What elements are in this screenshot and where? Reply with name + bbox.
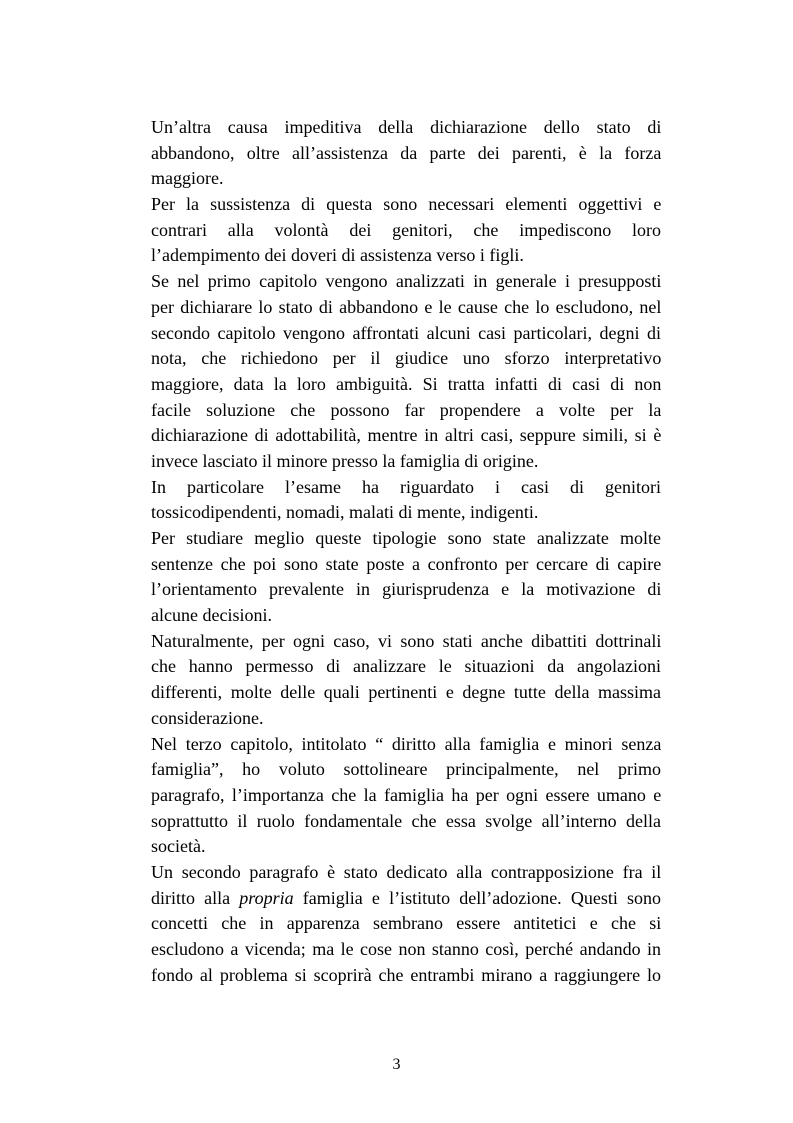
text-line: Per studiare meglio queste tipologie sono state analizzate molte bbox=[151, 528, 661, 548]
text-line: soprattutto il ruolo fondamentale che essa svolge all’interno della bbox=[151, 810, 661, 831]
text-line: sentenze che poi sono state poste a confronto per cercare di capire bbox=[151, 553, 662, 574]
text-line-with-emphasis bbox=[151, 886, 661, 912]
text-line: abbandono, oltre all’assistenza da parte dei parenti, è la forza bbox=[151, 142, 662, 163]
text-line: In particolare l’esame ha riguardato i casi di genitori bbox=[151, 476, 661, 497]
text-line: famiglia”, ho voluto sottolineare principalmente, nel primo bbox=[151, 759, 661, 780]
text-line: Se nel primo capitolo vengono analizzati in generale i presupposti bbox=[151, 271, 662, 292]
text-line: Per la sussistenza di questa sono necessari elementi oggettivi e bbox=[151, 194, 662, 215]
page-number: 3 bbox=[392, 1056, 401, 1073]
text-line: concetti che in apparenza sembrano essere antitetici e che si bbox=[151, 913, 662, 934]
text-line: società. bbox=[151, 836, 206, 857]
text-line: tossicodipendenti, nomadi, malati di mente, indigenti. bbox=[151, 502, 539, 523]
text-line: alcune decisioni. bbox=[151, 605, 272, 626]
text-segment: famiglia e l’istituto dell’adozione. Questi sono bbox=[293, 887, 661, 908]
text-line: l’adempimento dei doveri di assistenza verso i figli. bbox=[151, 245, 524, 266]
text-line: maggiore, data la loro ambiguità. Si tratta infatti di casi di non bbox=[151, 373, 662, 394]
text-line: secondo capitolo vengono affrontati alcuni casi particolari, degni di bbox=[151, 322, 662, 343]
text-line: contrari alla volontà dei genitori, che impediscono loro bbox=[151, 219, 661, 240]
text-line: differenti, molte delle quali pertinenti e degne tutte della massima bbox=[151, 682, 661, 703]
text-line: Un’altra causa impeditiva della dichiarazione dello stato di bbox=[151, 117, 662, 137]
emphasis-word: propria bbox=[239, 887, 294, 908]
text-line: invece lasciato il minore presso la famiglia di origine. bbox=[151, 450, 539, 471]
text-line: che hanno permesso di analizzare le situazioni da angolazioni bbox=[151, 656, 661, 677]
text-line: escludono a vicenda; ma le cose non stanno così, perché andando in bbox=[151, 939, 661, 959]
text-line: fondo al problema si scoprirà che entrambi mirano a raggiungere lo bbox=[151, 964, 661, 985]
text-line: paragrafo, l’importanza che la famiglia ha per ogni essere umano e bbox=[151, 784, 662, 805]
text-line: facile soluzione che possono far propendere a volte per la bbox=[151, 399, 662, 420]
text-line: considerazione. bbox=[151, 707, 264, 728]
text-line: Nel terzo capitolo, intitolato “ diritto alla famiglia e minori senza bbox=[151, 733, 662, 754]
text-line: Naturalmente, per ogni caso, vi sono stati anche dibattiti dottrinali bbox=[151, 630, 662, 651]
text-line: nota, che richiedono per il giudice uno sforzo interpretativo bbox=[151, 348, 662, 369]
text-line: per dichiarare lo stato di abbandono e le cause che lo escludono, nel bbox=[151, 296, 662, 317]
text-line: Un secondo paragrafo è stato dedicato alla contrapposizione fra il bbox=[151, 861, 662, 882]
body-text bbox=[151, 115, 661, 988]
text-segment: diritto alla bbox=[151, 887, 240, 908]
text-line: maggiore. bbox=[151, 168, 224, 189]
text-line: l’orientamento prevalente in giurisprudenza e la motivazione di bbox=[151, 579, 662, 600]
text-line: dichiarazione di adottabilità, mentre in altri casi, seppure simili, si è bbox=[151, 425, 662, 446]
